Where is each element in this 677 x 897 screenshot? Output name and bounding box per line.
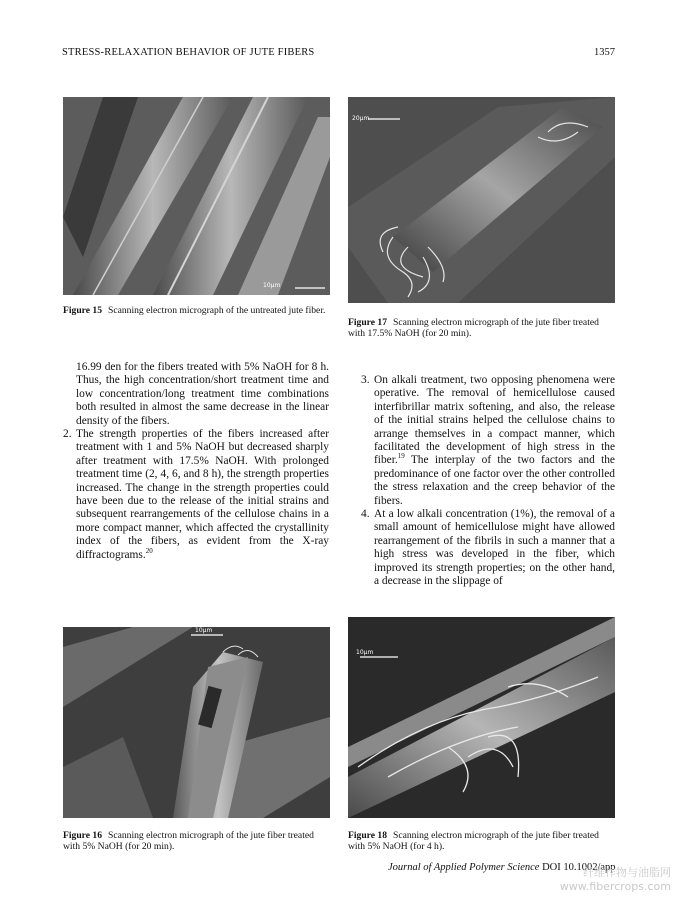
left-continuation-paragraph: 16.99 den for the fibers treated with 5% NaOH for 8 h. Thus, the high concentration/short treatment time and low concentration/long treatment time combinations both resulted in almost the same decrease in the linear density of the fibers. — [76, 361, 329, 427]
reference-20: 20 — [145, 546, 153, 555]
list-item-4-number: 4. — [361, 508, 370, 521]
list-item-3 — [361, 374, 615, 508]
figure-15-scalebar: 10µm — [263, 282, 281, 289]
left-column — [63, 361, 329, 562]
figure-16-caption — [63, 830, 330, 852]
watermark-line-2: www.fibercrops.com — [559, 880, 671, 893]
page-number: 1357 — [594, 47, 615, 58]
figure-18-label: Figure 18 — [348, 830, 387, 841]
figure-15-label: Figure 15 — [63, 305, 102, 316]
figure-18-scalebar: 10µm — [356, 649, 374, 656]
figure-17-image — [348, 97, 615, 303]
figure-17-label: Figure 17 — [348, 317, 387, 328]
journal-name: Journal of Applied Polymer Science — [388, 862, 540, 873]
figure-18-caption-text: Scanning electron micrograph of the jute fiber treated with 5% NaOH (for 4 h). — [348, 830, 599, 852]
list-item-2-text: The strength properties of the fibers increased after treatment with 1 and 5% NaOH but decreased sharply after treatment with 17.5% NaOH. With prolonged treatment time (2, 4, 6, and 8 h), the strength properties increased. The change in the strength properties could have been due to the release of the initial strains and subsequent rearrangements of the cellulose chains in a more compact manner, which affected the crystallinity index of the fibers, as evident from the X-ray diffractograms. — [76, 428, 329, 561]
figure-17-caption-text: Scanning electron micrograph of the jute fiber treated with 17.5% NaOH (for 20 min). — [348, 317, 599, 339]
figure-15-caption — [63, 305, 330, 316]
figure-16-caption-text: Scanning electron micrograph of the jute fiber treated with 5% NaOH (for 20 min). — [63, 830, 314, 852]
list-item-3-text-b: The interplay of the two factors and the predominance of one factor over the other controlled the stress relaxation and the creep behavior of the fibers. — [374, 454, 615, 507]
list-item-3-number: 3. — [361, 374, 370, 386]
figure-17-scalebar: 20µm — [352, 115, 370, 122]
figure-16-image — [63, 627, 330, 818]
figure-16-label: Figure 16 — [63, 830, 102, 841]
list-item-2-number: 2. — [63, 428, 72, 441]
figure-16-scalebar: 10µm — [195, 627, 213, 634]
figure-18-image — [348, 617, 615, 818]
running-title: STRESS-RELAXATION BEHAVIOR OF JUTE FIBERS — [62, 47, 315, 58]
figure-17-caption — [348, 317, 615, 339]
watermark — [560, 866, 671, 894]
list-item-4 — [361, 508, 615, 588]
figure-15-image — [63, 97, 330, 295]
figure-15-caption-text: Scanning electron micrograph of the untreated jute fiber. — [108, 305, 326, 316]
journal-doi: DOI 10.1002/app — [542, 862, 616, 873]
list-item-4-text: At a low alkali concentration (1%), the removal of a small amount of hemicellulose might have allowed rearrangement of the fibrils in such a manner that a high stress was developed in the fiber, which improved its strength properties; on the other hand, a decrease in the slippage of — [374, 508, 615, 588]
list-item-2 — [63, 428, 329, 562]
list-item-3-text-a: On alkali treatment, two opposing phenomena were operative. The removal of hemicellulose caused interfibrillar matrix softening, and also, the release of the initial strains helped the cellulose chains to arrange themselves in a compact manner, which facilitated the development of high stress in the fiber. — [374, 374, 615, 467]
right-column — [361, 374, 615, 589]
figure-18-caption — [348, 830, 615, 852]
watermark-line-1: 纤维作物与油脂网 — [583, 866, 671, 879]
reference-19: 19 — [397, 452, 405, 461]
